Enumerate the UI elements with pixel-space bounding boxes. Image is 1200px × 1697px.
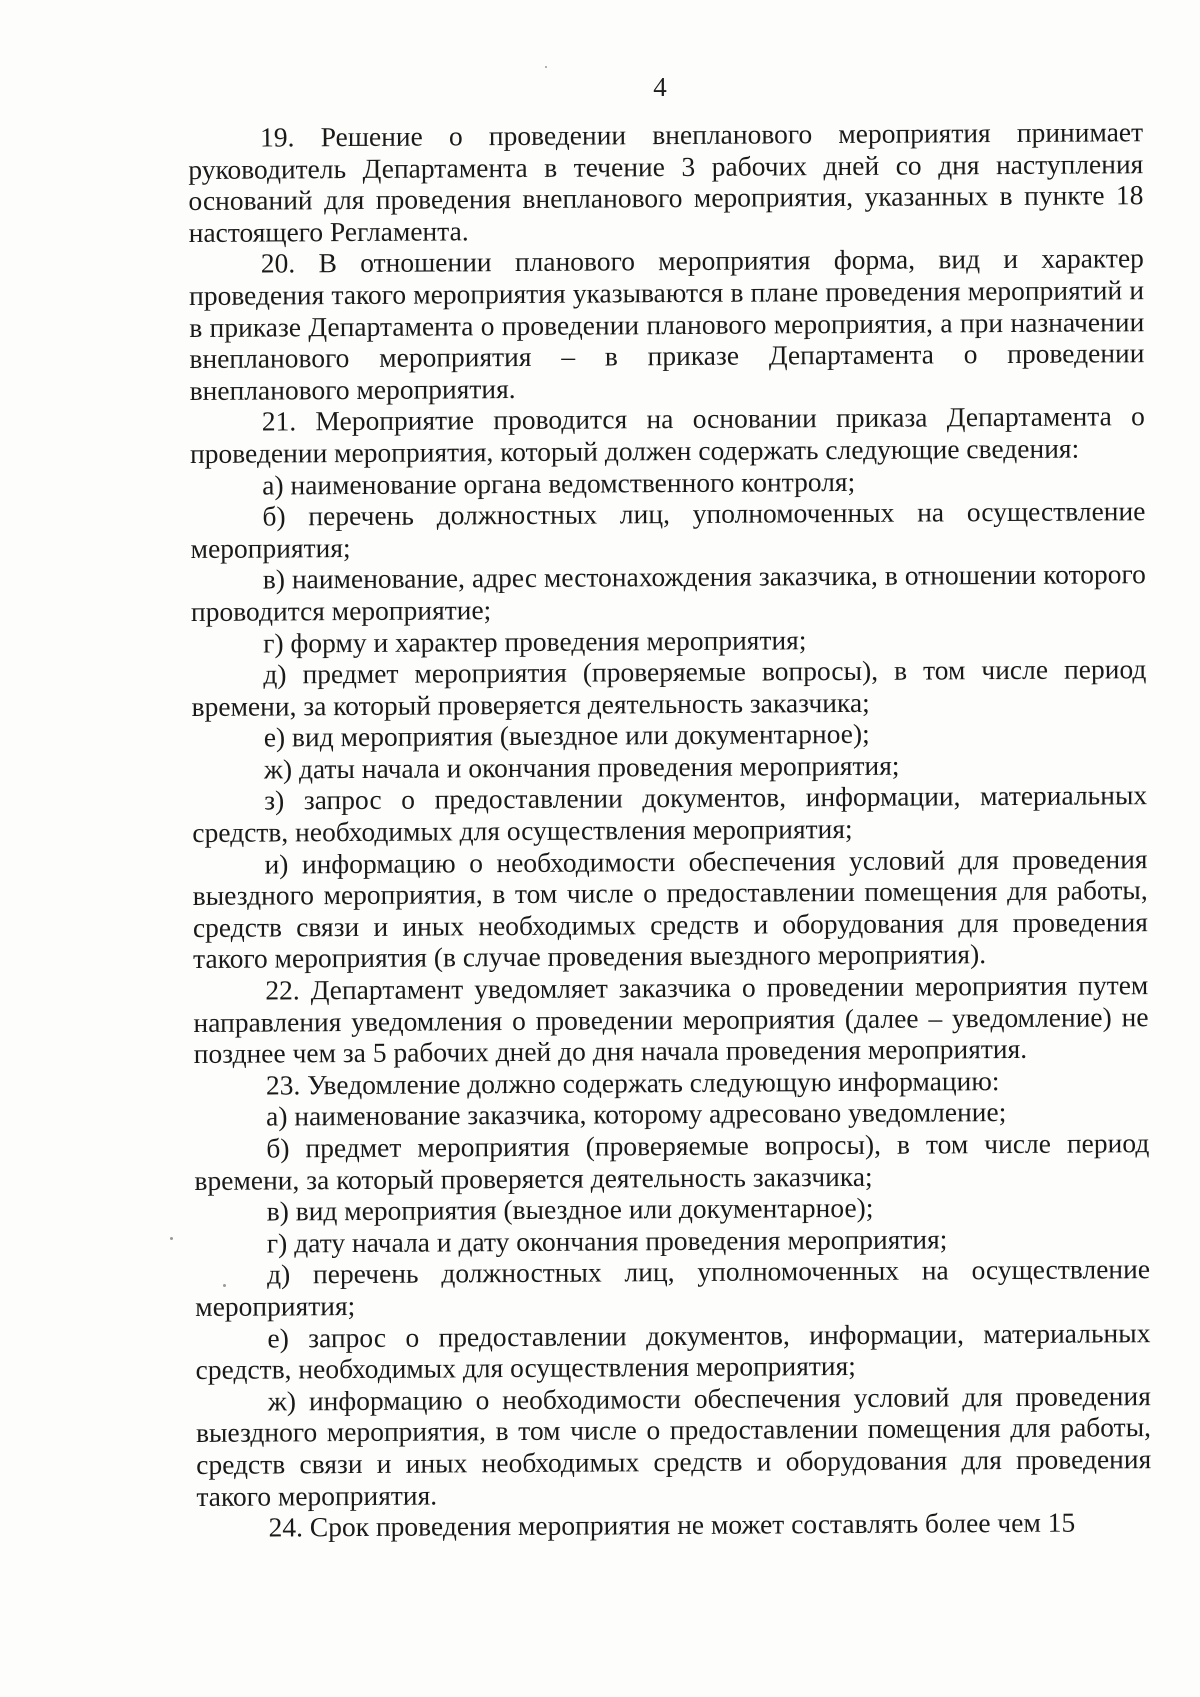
list-item-21v: в) наименование, адрес местонахождения заказчика, в отношении которого проводится мероприятие;	[190, 558, 1146, 627]
paragraph-21: 21. Мероприятие проводится на основании приказа Департамента о проведении мероприятия, который должен содержать следующие сведения:	[189, 400, 1145, 469]
scan-speck	[545, 66, 547, 68]
list-item-21zh: ж) даты начала и окончания проведения мероприятия;	[263, 749, 900, 785]
list-item-23v: в) вид мероприятия (выездное или документарное);	[266, 1192, 874, 1227]
list-item-21i: и) информацию о необходимости обеспечения условий для проведения выездного мероприятия, в том числе о предоставлении помещения для работы, средств связи и иных необходимых средств и оборудования для проведения такого мероприятия (в случае проведения выездного мероприятия).	[192, 842, 1148, 975]
list-item-21b: б) перечень должностных лиц, уполномоченных на осуществление мероприятия;	[190, 495, 1146, 564]
scan-speck	[223, 1284, 226, 1287]
paragraph-19: 19. Решение о проведении внепланового мероприятия принимает руководитель Департамента в течение 3 рабочих дней со дня наступления оснований для проведения внепланового мероприятия, указанных в пункте 18 настоящего Регламента.	[188, 116, 1144, 248]
paragraph-22: 22. Департамент уведомляет заказчика о проведении мероприятия путем направления уведомления о проведении мероприятия (далее – уведомление) не позднее чем за 5 рабочих дней до дня начала проведения мероприятия.	[193, 969, 1149, 1070]
scan-speck	[170, 1237, 173, 1240]
list-item-21a: а) наименование органа ведомственного контроля;	[262, 465, 856, 501]
page-number: 4	[653, 72, 667, 102]
list-item-21z: з) запрос о предоставлении документов, информации, материальных средств, необходимых для осуществления мероприятия;	[192, 779, 1148, 849]
paragraph-24: 24. Срок проведения мероприятия не может составлять более чем 15	[268, 1506, 1076, 1543]
list-item-21e: е) вид мероприятия (выездное или документарное);	[263, 718, 870, 753]
paragraph-23: 23. Уведомление должно содержать следующую информацию:	[265, 1064, 1000, 1101]
list-item-23d: д) перечень должностных лиц, уполномоченных на осуществление мероприятия;	[195, 1253, 1151, 1322]
list-item-23zh: ж) информацию о необходимости обеспечения условий для проведения выездного мероприятия, в том числе о предоставлении помещения для работы, средств связи и иных необходимых средств и оборудования для проведения такого мероприятия.	[195, 1379, 1152, 1512]
list-item-23g: г) дату начала и дату окончания проведения мероприятия;	[266, 1223, 948, 1259]
list-item-23a: а) наименование заказчика, которому адресовано уведомление;	[265, 1096, 1007, 1132]
list-item-23b: б) предмет мероприятия (проверяемые вопросы), в том числе период времени, за который проверяется деятельность заказчика;	[194, 1127, 1150, 1196]
paragraph-20: 20. В отношении планового мероприятия форма, вид и характер проведения такого мероприятия указываются в плане проведения мероприятий и в приказе Департамента о проведении планового мероприятия, а при назначении внепланового мероприятия – в приказе Департамента о проведении внепланового мероприятия.	[188, 242, 1145, 406]
document-body	[188, 116, 1152, 1544]
list-item-21d: д) предмет мероприятия (проверяемые вопросы), в том числе период времени, за который проверяется деятельность заказчика;	[191, 653, 1147, 722]
list-item-21g: г) форму и характер проведения мероприятия;	[263, 623, 807, 659]
list-item-23e: е) запрос о предоставлении документов, информации, материальных средств, необходимых для осуществления мероприятия;	[195, 1316, 1151, 1386]
